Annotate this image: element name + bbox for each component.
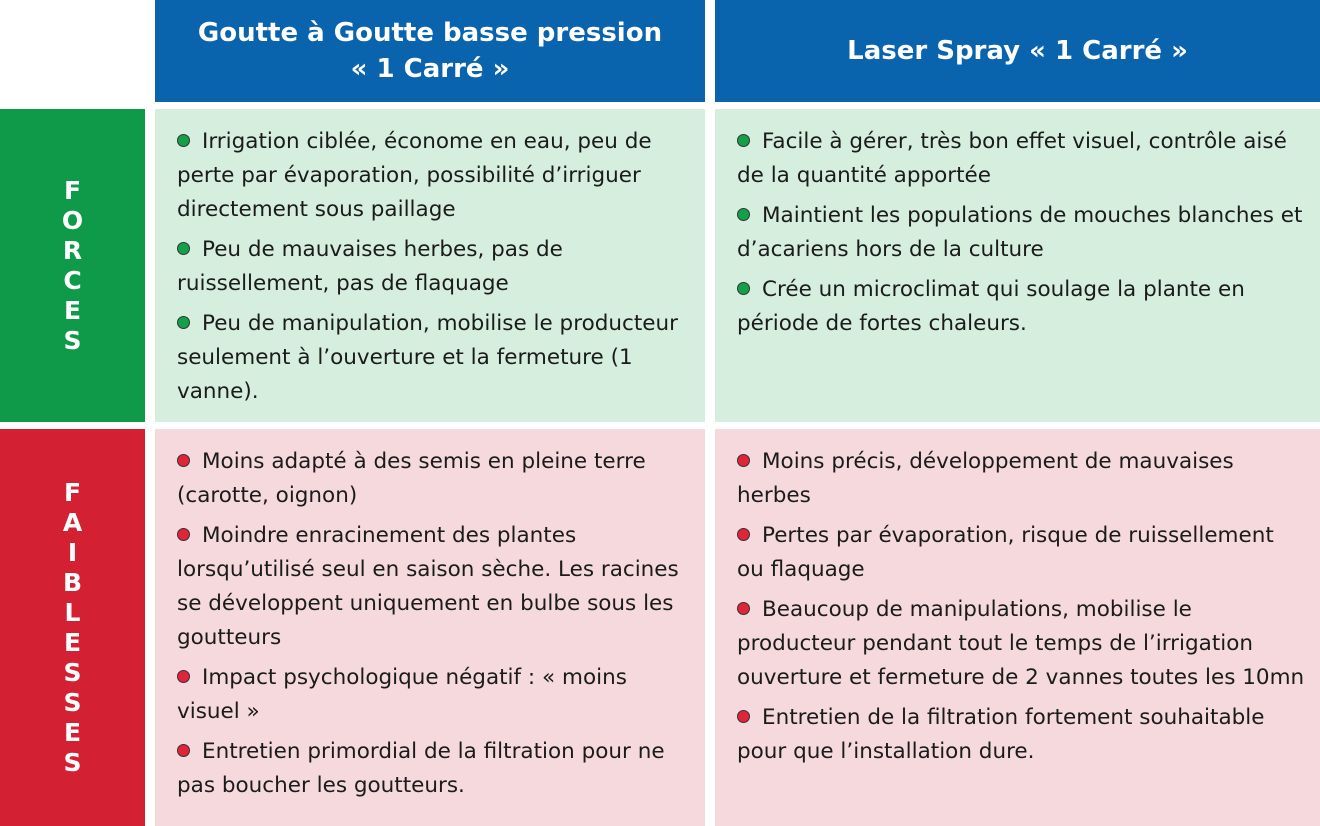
bullet-text: Facile à gérer, très bon effet visuel, contrôle aisé de la quantité apportée [737,129,1287,188]
row-label-letter: F [63,477,82,507]
bullet-text: Entretien de la filtration fortement souhaitable pour que l’installation dure. [737,705,1265,764]
bullet-item [177,125,691,227]
bullet-text: Moins précis, développement de mauvaises herbes [737,449,1234,508]
bullet-text: Maintient les populations de mouches blanches et d’acariens hors de la culture [737,203,1303,262]
row-label-letter: A [62,507,83,537]
bullet-item [177,445,691,513]
bullet-dot-icon [177,528,190,541]
row-label-letter: F [63,175,82,205]
bullet-text: Peu de manipulation, mobilise le producteur seulement à l’ouverture et la fermeture (1 vanne). [177,311,678,404]
bullet-dot-icon [737,208,750,221]
row-label-letter: R [62,235,83,265]
column-header-goutte-line1: Goutte à Goutte basse pression [197,18,663,48]
bullet-item [737,445,1306,513]
row-label-letter: O [61,205,84,235]
bullet-item [737,125,1306,193]
row-label-letter: E [63,627,82,657]
bullet-dot-icon [737,602,750,615]
column-header-laser [715,0,1320,102]
bullet-item [737,701,1306,769]
faiblesses-laser-cell [715,429,1320,826]
bullet-dot-icon [737,454,750,467]
row-label-letter: L [64,597,81,627]
column-header-goutte-line2: « 1 Carré » [350,54,510,84]
bullet-item [737,273,1306,341]
faiblesses-goutte-cell [155,429,705,826]
row-label-letter: S [63,747,82,777]
row-label-letter: S [63,687,82,717]
bullet-dot-icon [177,670,190,683]
row-label-letter: E [63,717,82,747]
bullet-dot-icon [737,528,750,541]
row-label-forces [0,109,145,422]
bullet-dot-icon [177,744,190,757]
bullet-text: Impact psychologique négatif : « moins visuel » [177,665,627,724]
row-label-letter: I [67,537,78,567]
bullet-text: Irrigation ciblée, économe en eau, peu de perte par évaporation, possibilité d’irriguer directement sous paillage [177,129,652,222]
bullet-item [737,593,1306,695]
bullet-text: Entretien primordial de la filtration pour ne pas boucher les goutteurs. [177,739,665,798]
bullet-dot-icon [177,316,190,329]
bullet-text: Pertes par évaporation, risque de ruissellement ou flaquage [737,523,1274,582]
bullet-dot-icon [737,134,750,147]
bullet-dot-icon [737,282,750,295]
row-label-letter: S [63,325,82,355]
bullet-item [177,735,691,803]
bullet-text: Beaucoup de manipulations, mobilise le producteur pendant tout le temps de l’irrigation ouverture et fermeture de 2 vannes toutes les 10mn [737,597,1305,690]
forces-laser-cell [715,109,1320,422]
bullet-text: Crée un microclimat qui soulage la plante en période de fortes chaleurs. [737,277,1245,336]
bullet-dot-icon [177,242,190,255]
row-label-letter: C [63,265,82,295]
bullet-item [177,233,691,301]
bullet-text: Moins adapté à des semis en pleine terre (carotte, oignon) [177,449,646,508]
bullet-item [737,199,1306,267]
corner-cell [0,0,145,102]
bullet-item [177,661,691,729]
bullet-text: Moindre enracinement des plantes lorsqu’utilisé seul en saison sèche. Les racines se développent uniquement en bulbe sous les goutteurs [177,523,679,650]
bullet-dot-icon [737,710,750,723]
bullet-item [177,307,691,409]
bullet-dot-icon [177,134,190,147]
column-header-laser-line1: Laser Spray « 1 Carré » [847,36,1188,66]
row-label-letter: S [63,657,82,687]
forces-goutte-cell [155,109,705,422]
row-label-letter: B [62,567,83,597]
row-label-faiblesses [0,429,145,826]
bullet-item [177,519,691,655]
bullet-dot-icon [177,454,190,467]
row-label-letter: E [63,295,82,325]
bullet-text: Peu de mauvaises herbes, pas de ruissellement, pas de flaquage [177,237,563,296]
column-header-goutte [155,0,705,102]
bullet-item [737,519,1306,587]
